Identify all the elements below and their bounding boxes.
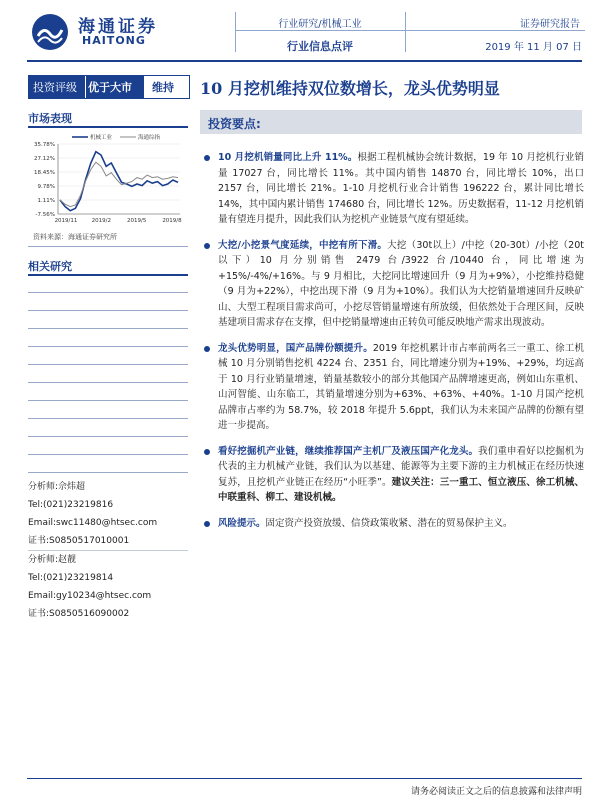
report-date: 2019 年 11 月 07 日 [485, 42, 582, 53]
keypoints-list [204, 150, 584, 541]
market-chart [28, 132, 188, 232]
footer-rule [27, 778, 582, 779]
report-title: 10 月挖机维持双位数增长，龙头优势明显 [200, 79, 500, 98]
related-row [28, 346, 188, 347]
keypoint-head: 看好挖掘机产业链，继续推荐国产主机厂及液压国产化龙头。 [218, 445, 479, 457]
analyst-email[interactable]: Email:gy10234@htsec.com [28, 591, 152, 601]
bullet-icon [204, 243, 210, 249]
rating-value: 优于大市 [85, 76, 144, 98]
keypoint-head: 龙头优势明显，国产品牌份额提升。 [218, 342, 373, 354]
keypoint-item [204, 444, 584, 506]
keypoint-item [204, 516, 584, 532]
bullet-icon [204, 449, 210, 455]
report-type: 行业信息点评 [287, 40, 353, 53]
related-row [28, 418, 188, 419]
report-kind: 证券研究报告 [520, 19, 580, 30]
chart-y-tick-label: 18.45% [34, 170, 55, 176]
chart-y-tick-label: 35.78% [34, 142, 55, 148]
chart-x-tick-label: 2019/11 [54, 218, 78, 224]
keypoint-body: 我们重申看好以挖掘机为代表的主力机械产业链，我们认为以基建、能源等为主要下游的主力机械正在经历快速复苏，且挖机产业链正在经历“小旺季”。 [218, 445, 584, 488]
header-divider [235, 12, 236, 52]
keypoint-item [204, 238, 584, 331]
related-row [28, 400, 188, 401]
bullet-icon [204, 346, 210, 352]
logo-emblem-icon [30, 12, 70, 52]
related-row [28, 436, 188, 437]
related-row [28, 310, 188, 311]
chart-legend-label: 海通综指 [138, 135, 161, 141]
chart-x-tick-label: 2019/5 [126, 218, 147, 224]
header-divider [235, 30, 585, 31]
report-category: 行业研究/机械工业 [278, 19, 362, 30]
related-row [28, 472, 188, 473]
rating-status: 维持 [152, 81, 174, 94]
analyst-tel: Tel:(021)23219814 [28, 573, 114, 583]
investment-rating [28, 75, 190, 99]
chart-x-tick-label: 2019/2 [91, 218, 112, 224]
rating-label: 投资评级 [29, 76, 85, 98]
analyst-name: 分析师:佘炜超 [28, 482, 86, 492]
logo-chinese-text: 海通证券 [78, 17, 158, 37]
market-heading: 市场表现 [28, 112, 72, 125]
company-logo [30, 10, 190, 54]
header-divider [405, 12, 406, 52]
chart-series-line-1 [60, 152, 178, 211]
analyst-block [28, 478, 188, 623]
related-row [28, 328, 188, 329]
keypoint-body: 固定资产投资放缓、信贷政策收紧、潜在的贸易保护主义。 [265, 517, 513, 529]
related-row [28, 454, 188, 455]
chart-y-tick-label: -7.56% [35, 212, 55, 218]
analyst-email[interactable]: Email:swc11480@htsec.com [28, 518, 158, 528]
keypoint-head: 风险提示。 [218, 517, 266, 529]
keypoint-item [204, 341, 584, 434]
keypoint-body: 根据工程机械协会统计数据，19 年 10 月挖机行业销量 17027 台，同比增长 11%。其中国内销售 14870 台，同比增长 10%，出口 2157 台，同比增长 21%。1-10 月挖机行业合计销售 196222 台，累计同比增长 14%，其中国内累计销售 174680 台，同比增长 12%。历史数据看，11-12 月挖机销量有望连月提升，因此我们认为挖机产业链景气度有望延续。 [218, 152, 584, 225]
related-heading: 相关研究 [28, 260, 72, 273]
chart-y-tick-label: 9.78% [37, 184, 55, 190]
keypoint-recommendation: 建议关注：三一重工、恒立液压、徐工机械、中联重科、柳工、建设机械。 [218, 476, 584, 503]
analyst-tel: Tel:(021)23219816 [28, 500, 114, 510]
header-rule [27, 60, 582, 62]
chart-y-tick-label: 27.12% [34, 156, 55, 162]
related-row [28, 382, 188, 383]
keypoint-body: 大挖（30t以上）/中挖（20-30t）/小挖（20t 以下）10 月分别销售 2479 台/3922 台/10440 台，同比增速为+15%/-4%/+16%。与 9 月相比，大挖同比增速回升（9 月为+9%），小挖维持稳健（9 月为+22%），中挖出现下滑（9 月为+10%）。我们认为大挖销量增速回升反映矿山、大型工程项目需求尚可，小挖尽管销量增速有所放缓，但依然处于合理区间，反映基建项目需求存在支撑，但中挖销量增速由正转负可能反映地产需求出现波动。 [218, 239, 584, 328]
chart-x-tick-label: 2019/8 [162, 218, 182, 224]
related-row [28, 292, 188, 293]
section-rule [28, 126, 188, 128]
chart-y-tick-label: 1.11% [37, 198, 55, 204]
analyst-name: 分析师:赵靓 [28, 555, 77, 565]
footer-disclaimer: 请务必阅读正文之后的信息披露和法律声明 [410, 787, 582, 797]
bullet-icon [204, 155, 210, 161]
keypoints-heading: 投资要点: [208, 117, 261, 131]
keypoint-body: 2019 年挖机累计市占率前两名三一重工、徐工机械 10 月分别销售挖机 4224 台、2351 台，同比增速分别为+19%、+29%，均远高于 10 月行业销量增速，销量基数较小的部分其他国产品牌增速更高，例如山东重机、山河智能、山东临工，其销量增速分别为+63%、+63%、+40%。1-10 月国产挖机品牌市占率约为 58.7%，较 2018 年提升 5.6ppt，我们认为未来国产品牌的份额有望进一步提高。 [218, 342, 584, 431]
analyst-cert: 证书:S0850517010001 [28, 536, 130, 546]
bullet-icon [204, 521, 210, 527]
keypoint-item [204, 150, 584, 228]
analyst-cert: 证书:S0850516090002 [28, 609, 130, 619]
section-rule [28, 246, 188, 247]
chart-source: 资料来源：海通证券研究所 [33, 233, 117, 241]
page-header [0, 0, 600, 60]
keypoint-head: 10 月挖机销量同比上升 11%。 [218, 152, 358, 163]
market-chart-svg [28, 132, 188, 232]
section-rule [28, 274, 188, 276]
keypoint-head: 大挖/小挖景气度延续，中挖有所下滑。 [218, 239, 388, 251]
keypoints-header [200, 110, 582, 134]
logo-english-text: HAITONG [82, 34, 146, 47]
chart-legend-label: 机械工业 [90, 135, 113, 141]
related-row [28, 364, 188, 365]
